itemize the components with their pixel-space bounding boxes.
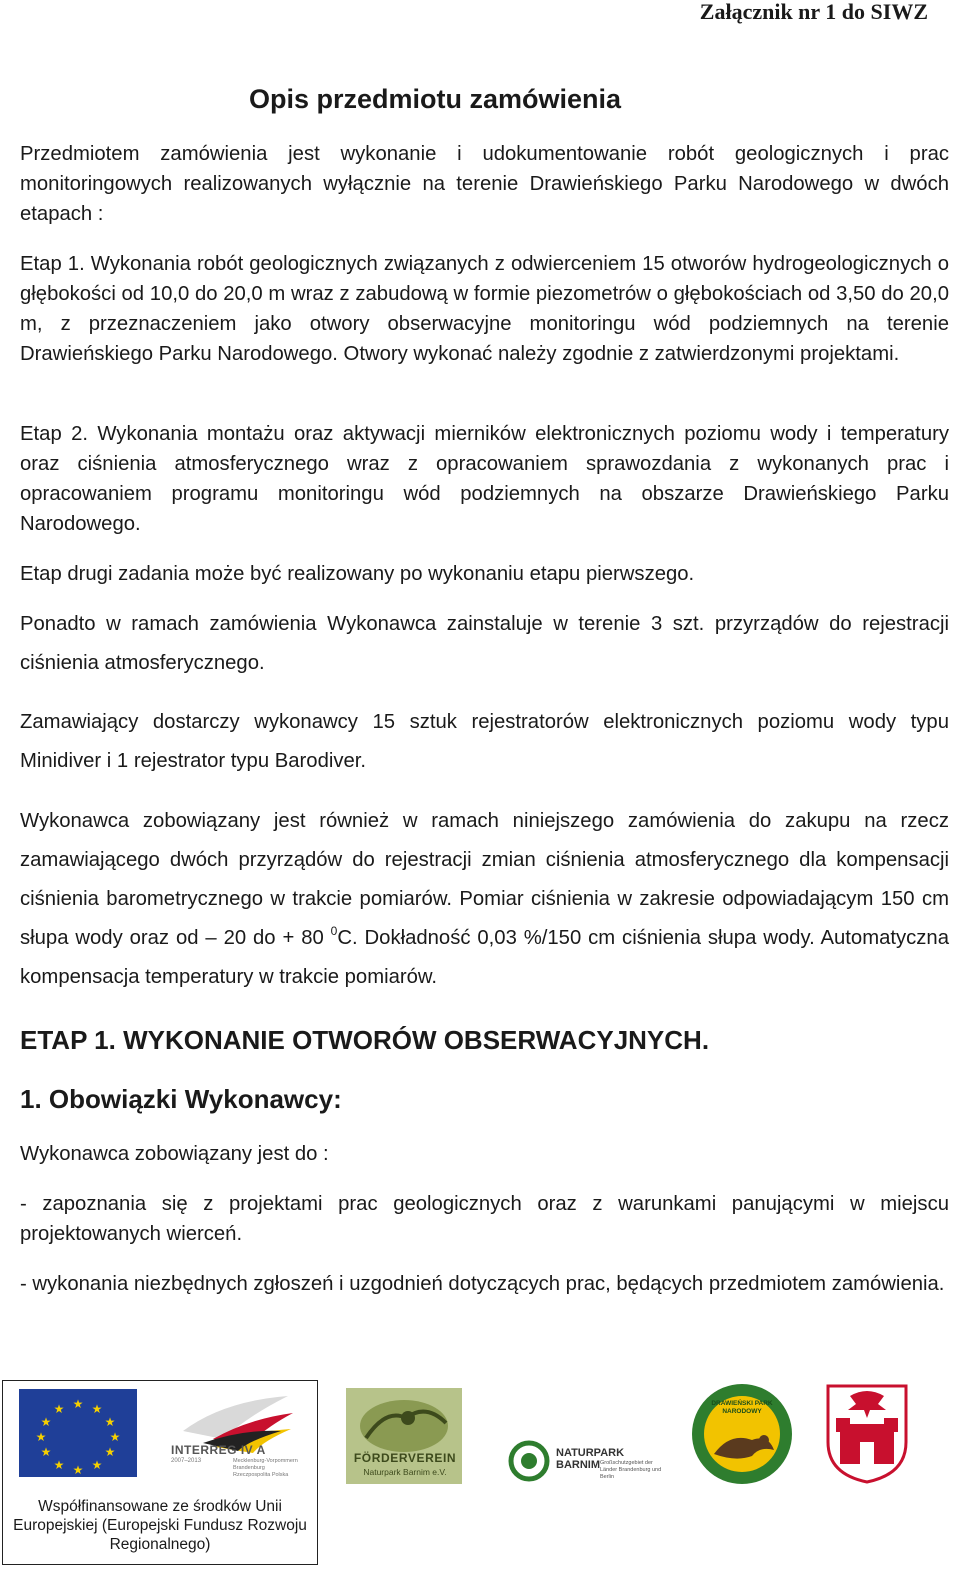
stage1-paragraph: Etap 1. Wykonania robót geologicznych związanych z odwierceniem 15 otworów hydrogeologicznych o głębokości od 10,0 do 20,0 m wraz z zabudową w formie piezometrów o głębokościach od 3,50 do 20,0 m, z przeznaczeniem jako otwory obserwacyjne monitoringu wód podziemnych na terenie Drawieńskiego Parku Narodowego. Otwory wykonać należy zgodnie z zatwierdzonymi projektami. [20,253,949,365]
svg-text:★: ★ [40,1445,52,1459]
interreg-regions [233,1458,298,1479]
foerderverein-label: FÖRDERVEREIN [353,1451,457,1465]
eu-flag-logo [19,1389,137,1477]
svg-text:★: ★ [53,1458,65,1472]
coat-of-arms-logo [826,1384,908,1484]
section-heading: ETAP 1. WYKONANIE OTWORÓW OBSERWACYJNYCH. [20,1025,710,1055]
degree-superscript: 0 [330,924,338,938]
dpn-label: DRAWIEŃSKI PARK NARODOWY [711,1400,773,1415]
cofunding-text: Współfinansowane ze środków Unii Europejskiej (Europejski Fundusz Rozwoju Regionalnego) [13,1498,307,1553]
svg-text:★: ★ [40,1415,52,1429]
intro-paragraph: Przedmiotem zamówienia jest wykonanie i udokumentowanie robót geologicznych i prac monitoringowych realizowanych wyłącznie na terenie Drawieńskiego Parku Narodowego w dwóch etapach : [20,143,949,225]
section-subheading: 1. Obowiązki Wykonawcy: [20,1084,342,1114]
supply-paragraph: Zamawiający dostarczy wykonawcy 15 sztuk rejestratorów elektronicznych poziomu wody typu Minidiver i 1 rejestrator typu Barodiver. [20,711,949,772]
dpn-logo [690,1382,794,1486]
annex-label: Załącznik nr 1 do SIWZ [699,0,928,24]
interreg-years: 2007–2013 [171,1458,202,1464]
purchase-text-b: C. Dokładność 0,03 %/150 cm ciśnienia słupa wody. Automatyczna kompensacja temperatury w trakcie pomiarów. [20,927,949,988]
second-stage-note: Etap drugi zadania może być realizowany po wykonaniu etapu pierwszego. [20,563,695,585]
obligation-item: - zapoznania się z projektami prac geologicznych oraz z warunkami panującymi w miejscu projektowanych wierceń. [20,1193,949,1245]
svg-text:★: ★ [35,1430,47,1444]
installation-paragraph: Ponadto w ramach zamówienia Wykonawca zainstaluje w terenie 3 szt. przyrządów do rejestracji ciśnienia atmosferycznego. [20,613,949,674]
svg-text:★: ★ [91,1402,103,1416]
obligations-lead: Wykonawca zobowiązany jest do : [20,1143,329,1165]
naturpark-sub: Großschutzgebiet der Länder Brandenburg und Berlin [600,1460,662,1480]
page-title: Opis przedmiotu zamówienia [248,84,622,114]
interreg-region: Mecklenburg-Vorpommern [233,1458,298,1464]
svg-text:★: ★ [91,1458,103,1472]
svg-text:★: ★ [104,1445,116,1459]
svg-text:★: ★ [72,1397,84,1411]
naturpark-main: BARNIM [556,1459,600,1471]
svg-text:★: ★ [72,1463,84,1477]
obligation-item: - wykonania niezbędnych zgłoszeń i uzgodnień dotyczących prac, będących przedmiotem zamówienia. [20,1273,945,1295]
purchase-text-a: Wykonawca zobowiązany jest również w ramach niniejszego zamówienia do zakupu na rzecz zamawiającego dwóch przyrządów do rejestracji zmian ciśnienia atmosferycznego dla kompensacji ciśnienia barometrycznego w trakcie pomiarów. Pomiar ciśnienia w zakresie odpowiadającym 150 cm słupa wody oraz od – 20 do + 80 [20,810,949,949]
interreg-region: Brandenburg [233,1465,265,1471]
stage2-paragraph: Etap 2. Wykonania montażu oraz aktywacji mierników elektronicznych poziomu wody i temperatury oraz ciśnienia atmosferycznego wraz z opracowaniem sprawozdania z wykonanych prac i opracowaniem programu monitoringu wód podziemnych na obszarze Drawieńskiego Parku Narodowego. [20,423,949,535]
svg-text:★: ★ [104,1415,116,1429]
foerderverein-sub: Naturpark Barnim e.V. [363,1467,447,1477]
naturpark-top: NATURPARK [556,1447,625,1459]
cofunding-box [2,1380,318,1565]
interreg-region: Rzeczpospolita Polska [233,1472,289,1478]
interreg-label: INTERREG IV A [171,1443,266,1457]
purchase-paragraph [20,802,949,997]
svg-text:★: ★ [109,1430,121,1444]
svg-text:★: ★ [53,1402,65,1416]
naturpark-barnim-emblem [506,1440,552,1482]
